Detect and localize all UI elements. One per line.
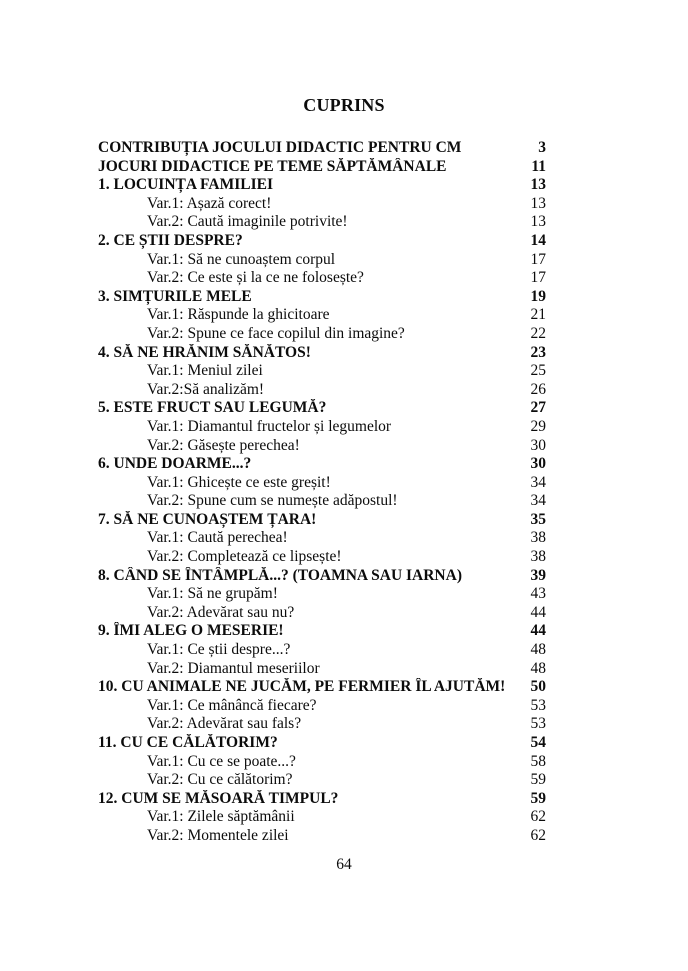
toc-entry-label: Var.2: Momentele zilei bbox=[147, 826, 289, 844]
toc-entry-chapter bbox=[98, 734, 546, 753]
toc-entry-page: 14 bbox=[530, 231, 546, 249]
toc-entry-page: 11 bbox=[531, 157, 546, 175]
toc-entry-label: Var.2: Ce este și la ce ne folosește? bbox=[147, 269, 364, 287]
toc-entry-chapter bbox=[98, 288, 546, 307]
toc-entry-variant bbox=[98, 251, 546, 270]
toc-entry-variant bbox=[98, 753, 546, 772]
toc-entry-chapter bbox=[98, 511, 546, 530]
toc-entry-label: Var.1: Să ne cunoaștem corpul bbox=[147, 250, 336, 268]
toc-entry-label: CONTRIBUȚIA JOCULUI DIDACTIC PENTRU CM bbox=[98, 139, 462, 156]
toc-entry-page: 3 bbox=[538, 139, 546, 156]
toc-entry-variant bbox=[98, 437, 546, 456]
toc-entry-label: 6. UNDE DOARME...? bbox=[98, 455, 252, 473]
toc-entry-page: 62 bbox=[530, 826, 546, 844]
toc-entry-label: Var.2: Caută imaginile potrivite! bbox=[147, 213, 348, 231]
toc-entry-variant bbox=[98, 808, 546, 827]
toc-entry-chapter bbox=[98, 176, 546, 195]
page-title: CUPRINS bbox=[303, 95, 385, 115]
toc-entry-page: 17 bbox=[530, 250, 546, 268]
toc-entry-label: Var.2: Spune cum se numește adăpostul! bbox=[147, 492, 398, 510]
toc-entry-variant bbox=[98, 325, 546, 344]
toc-entry-label: 12. CUM SE MĂSOARĂ TIMPUL? bbox=[98, 789, 339, 807]
toc-entry-variant bbox=[98, 418, 546, 437]
toc-entry-label: Var.2: Cu ce călătorim? bbox=[147, 771, 293, 789]
toc-entry-label: Var.2: Diamantul meseriilor bbox=[147, 659, 320, 677]
toc-entry-label: 5. ESTE FRUCT SAU LEGUMĂ? bbox=[98, 399, 327, 417]
toc-entry-page: 17 bbox=[530, 269, 546, 287]
toc-entry-chapter bbox=[98, 678, 546, 697]
toc-entry-page: 30 bbox=[530, 436, 546, 454]
toc-entry-label: Var.1: Meniul zilei bbox=[147, 362, 263, 380]
toc-entry-chapter bbox=[98, 567, 546, 586]
toc-entry-variant bbox=[98, 771, 546, 790]
toc-entry-label: Var.1: Cu ce se poate...? bbox=[147, 752, 296, 770]
toc-entry-variant bbox=[98, 381, 546, 400]
toc-entry-page: 39 bbox=[530, 566, 546, 584]
toc-entry-variant bbox=[98, 306, 546, 325]
toc-entry-page: 13 bbox=[530, 213, 546, 231]
toc-entry-label: 4. SĂ NE HRĂNIM SĂNĂTOS! bbox=[98, 343, 311, 361]
toc-entry-page: 48 bbox=[530, 641, 546, 659]
toc-entry-variant bbox=[98, 697, 546, 716]
toc-entry-label: 9. ÎMI ALEG O MESERIE! bbox=[98, 622, 284, 640]
toc-entry-label: 3. SIMȚURILE MELE bbox=[98, 287, 252, 305]
toc-entry-variant bbox=[98, 195, 546, 214]
toc-entry-page: 26 bbox=[530, 380, 546, 398]
toc-entry-label: 7. SĂ NE CUNOAȘTEM ȚARA! bbox=[98, 510, 317, 528]
toc-entry-variant bbox=[98, 529, 546, 548]
toc-entry-label: Var.2: Adevărat sau nu? bbox=[147, 603, 295, 621]
toc-entry-label: Var.1: Răspunde la ghicitoare bbox=[147, 306, 330, 324]
toc-entry-label: Var.1: Caută perechea! bbox=[147, 529, 288, 547]
toc-entry-variant bbox=[98, 827, 546, 846]
toc-entry-variant bbox=[98, 492, 546, 511]
toc-entry-label: Var.1: Diamantul fructelor și legumelor bbox=[147, 417, 392, 435]
toc-entry-label: 1. LOCUINȚA FAMILIEI bbox=[98, 176, 273, 194]
toc-entry-chapter bbox=[98, 455, 546, 474]
toc-entry-label: 11. CU CE CĂLĂTORIM? bbox=[98, 734, 278, 751]
toc-entry-page: 29 bbox=[530, 417, 546, 435]
toc-entry-page: 50 bbox=[530, 678, 546, 696]
toc-entry-label: Var.2:Să analizăm! bbox=[147, 380, 265, 398]
toc-entry-page: 44 bbox=[530, 622, 546, 640]
toc-entry-label: Var.1: Așază corect! bbox=[147, 194, 272, 212]
toc-entry-page: 27 bbox=[530, 399, 546, 417]
toc-entry-page: 13 bbox=[530, 194, 546, 212]
toc-entry-chapter bbox=[98, 344, 546, 363]
toc-entry-page: 34 bbox=[530, 473, 546, 491]
toc-entry-page: 30 bbox=[530, 455, 546, 473]
toc-entry-variant bbox=[98, 362, 546, 381]
toc-entry-page: 44 bbox=[530, 603, 546, 621]
toc-entry-page: 59 bbox=[530, 771, 546, 789]
toc-entry-page: 53 bbox=[530, 696, 546, 714]
toc-entry-page: 38 bbox=[530, 548, 546, 566]
toc-entry-variant bbox=[98, 269, 546, 288]
toc-entry-page: 48 bbox=[530, 659, 546, 677]
toc-entry-chapter bbox=[98, 790, 546, 809]
toc-entry-label: 8. CÂND SE ÎNTÂMPLĂ...? (TOAMNA SAU IARNA) bbox=[98, 566, 462, 584]
toc-entry-page: 25 bbox=[530, 362, 546, 380]
toc-entry-page: 34 bbox=[530, 492, 546, 510]
toc-entry-label: JOCURI DIDACTICE PE TEME SĂPTĂMÂNALE bbox=[98, 157, 447, 175]
toc-entry-label: Var.1: Ghicește ce este greșit! bbox=[147, 473, 331, 491]
toc-entry-page: 53 bbox=[530, 715, 546, 733]
toc-entry-page: 62 bbox=[530, 808, 546, 826]
toc-entry-page: 23 bbox=[530, 343, 546, 361]
toc-entry-label: Var.1: Ce știi despre...? bbox=[147, 641, 291, 659]
toc-entry-variant bbox=[98, 474, 546, 493]
toc-entry-label: Var.1: Ce mânâncă fiecare? bbox=[147, 696, 317, 714]
toc-entry-page: 43 bbox=[530, 585, 546, 603]
toc-entry-page: 19 bbox=[530, 287, 546, 305]
toc-entry-chapter bbox=[98, 622, 546, 641]
toc-entry-label: Var.1: Să ne grupăm! bbox=[147, 585, 278, 603]
toc-entry-page: 58 bbox=[530, 752, 546, 770]
toc-entry-label: Var.2: Găsește perechea! bbox=[147, 436, 300, 454]
toc-entry-page: 35 bbox=[530, 510, 546, 528]
toc-entry-chapter bbox=[98, 399, 546, 418]
toc-entry-variant bbox=[98, 213, 546, 232]
toc-entry-page: 54 bbox=[530, 734, 546, 751]
toc-entry-label: 2. CE ȘTII DESPRE? bbox=[98, 231, 243, 249]
toc-entry-page: 59 bbox=[530, 789, 546, 807]
toc-entry-label: Var.2: Adevărat sau fals? bbox=[147, 715, 302, 733]
toc-entry-variant bbox=[98, 641, 546, 660]
toc-entry-page: 13 bbox=[530, 176, 546, 194]
toc-entry-variant bbox=[98, 548, 546, 567]
page-number: 64 bbox=[336, 856, 352, 873]
toc-entry-variant bbox=[98, 715, 546, 734]
table-of-contents bbox=[98, 139, 546, 846]
toc-entry-page: 38 bbox=[530, 529, 546, 547]
toc-entry-chapter bbox=[98, 139, 546, 158]
toc-entry-page: 21 bbox=[530, 306, 546, 324]
toc-entry-label: Var.1: Zilele săptămânii bbox=[147, 808, 295, 826]
toc-entry-chapter bbox=[98, 232, 546, 251]
toc-entry-variant bbox=[98, 604, 546, 623]
toc-entry-page: 22 bbox=[530, 324, 546, 342]
toc-entry-label: Var.2: Completează ce lipsește! bbox=[147, 548, 342, 566]
toc-entry-label: Var.2: Spune ce face copilul din imagine? bbox=[147, 324, 405, 342]
toc-entry-variant bbox=[98, 585, 546, 604]
toc-entry-label: 10. CU ANIMALE NE JUCĂM, PE FERMIER ÎL AJUTĂM! bbox=[98, 678, 506, 696]
toc-entry-variant bbox=[98, 660, 546, 679]
toc-entry-chapter bbox=[98, 158, 546, 177]
